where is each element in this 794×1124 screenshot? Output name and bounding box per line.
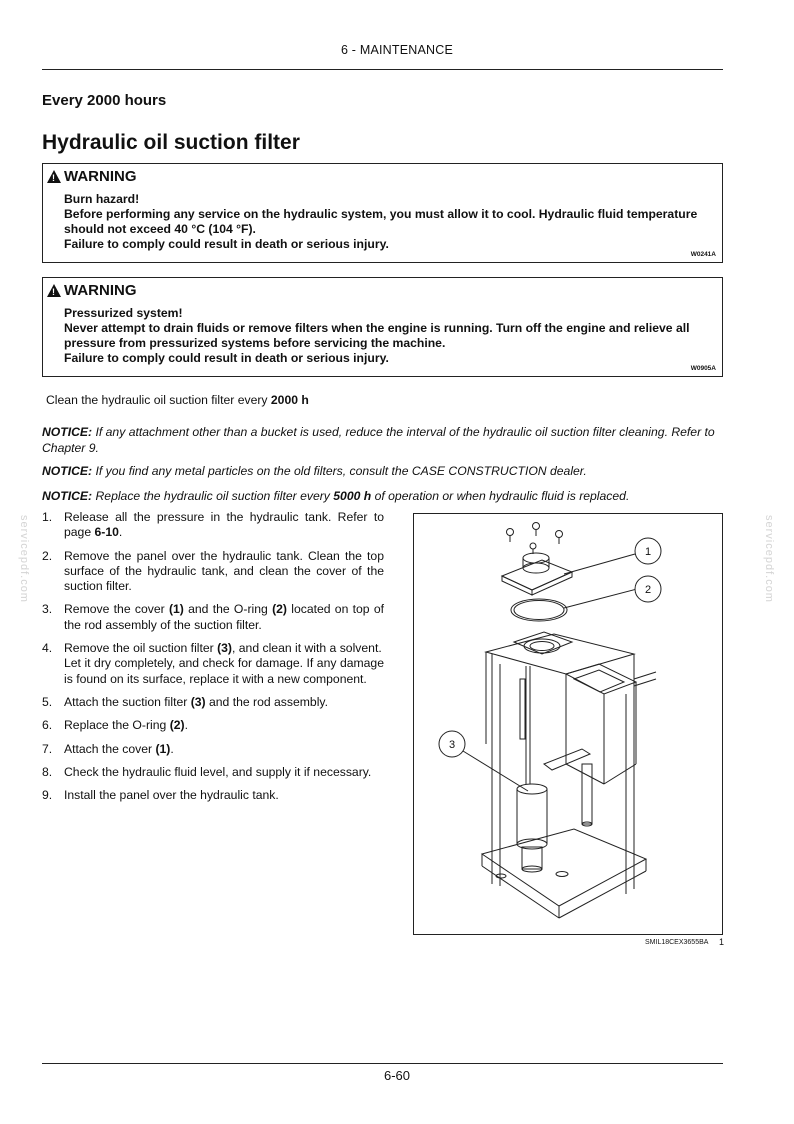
step-text: Install the panel over the hydraulic tank. [64, 788, 279, 803]
warning-code: W0905A [690, 365, 716, 372]
step-text: Attach the suction filter (3) and the rod assembly. [64, 694, 328, 709]
warning-triangle-icon: ! [47, 170, 61, 183]
section-header: 6 - MAINTENANCE [340, 43, 454, 57]
step-number: 6. [42, 718, 53, 733]
warning-box-pressure [42, 277, 723, 377]
callout-leader [564, 554, 635, 574]
warning-heading: ! WARNING [47, 282, 137, 299]
procedure-step [42, 718, 384, 733]
figure-number: 1 [719, 937, 725, 947]
step-text: Attach the cover (1). [64, 741, 174, 756]
procedure-step [42, 742, 384, 757]
callout-leader [564, 589, 637, 608]
step-text: Remove the cover (1) and the O-ring (2) located on top of the rod assembly of the suction filter. [64, 602, 384, 632]
header-rule [42, 69, 723, 70]
notice-metal-particles: NOTICE: If you find any metal particles on the old filters, consult the CASE CONSTRUCTION dealer. [42, 464, 587, 478]
step-number: 2. [42, 548, 53, 563]
page-number: 6-60 [383, 1068, 411, 1083]
warning-heading: ! WARNING [47, 168, 137, 185]
warning-code: W0241A [690, 251, 716, 258]
warning-triangle-icon: ! [47, 284, 61, 297]
step-text: Remove the oil suction filter (3), and clean it with a solvent. Let it dry completely, and check for damage. If any damage is found on its surface, replace it with a new component. [64, 641, 384, 686]
notice-replace-interval: NOTICE: Replace the hydraulic oil suction filter every 5000 h of operation or when hydraulic fluid is replaced. [42, 489, 630, 503]
step-number: 4. [42, 641, 53, 656]
procedure-steps [42, 510, 384, 811]
o-ring-part [511, 599, 567, 621]
step-number: 8. [42, 764, 53, 779]
warning-body: Pressurized system! Never attempt to drain fluids or remove filters when the engine is running. Turn off the engine and relieve all pressure from pressurized systems before servicing the machine. Failure to comply could result in death or serious injury. [64, 306, 690, 365]
cover-part [502, 553, 572, 595]
warning-box-burn [42, 163, 723, 263]
callout-label: 2 [644, 584, 652, 596]
hydraulic-tank [482, 632, 656, 918]
callout-leader [463, 751, 528, 791]
callout-label: 1 [644, 546, 652, 558]
bolt-icon [533, 523, 540, 537]
procedure-step [42, 641, 384, 687]
clean-interval-text: Clean the hydraulic oil suction filter every 2000 h [46, 393, 309, 407]
page-title: Hydraulic oil suction filter [42, 131, 300, 154]
procedure-step [42, 602, 384, 633]
suction-filter-part [517, 784, 547, 872]
procedure-step [42, 549, 384, 595]
step-text: Check the hydraulic fluid level, and supply it if necessary. [64, 764, 372, 779]
watermark-left: servicepdf.com [18, 515, 30, 603]
procedure-step [42, 695, 384, 710]
step-number: 9. [42, 788, 53, 803]
procedure-step [42, 765, 384, 780]
notice-attachment: NOTICE: If any attachment other than a bucket is used, reduce the interval of the hydraulic oil suction filter cleaning. Refer to Chapter 9. [42, 425, 715, 455]
service-interval-heading: Every 2000 hours [42, 92, 167, 109]
step-number: 5. [42, 694, 53, 709]
step-number: 1. [42, 510, 53, 524]
step-text: Replace the O-ring (2). [64, 718, 188, 733]
procedure-step [42, 510, 384, 541]
exploded-view-illustration [414, 514, 722, 934]
bolt-icon [556, 531, 563, 545]
warning-body: Burn hazard! Before performing any service on the hydraulic system, you must allow it to cool. Hydraulic fluid temperature should not exceed 40 °C (104 °F). Failure to comply could result in death or serious injury. [64, 192, 698, 251]
step-text: Release all the pressure in the hydraulic tank. Refer to page 6-10. [64, 510, 384, 540]
watermark-right: servicepdf.com [763, 515, 775, 603]
step-number: 3. [42, 602, 53, 617]
filter-assembly-figure [413, 513, 723, 935]
step-text: Remove the panel over the hydraulic tank. Clean the top surface of the hydraulic tank, and clean the cover of the suction filter. [64, 548, 384, 594]
step-number: 7. [42, 741, 53, 756]
bolt-icon [507, 529, 514, 543]
callout-label: 3 [448, 739, 456, 751]
step-detail: Let it dry completely, and check for damage. If any damage is found on its surface, replace it with a new component. [64, 656, 384, 686]
procedure-step [42, 788, 384, 803]
footer-rule [42, 1063, 723, 1064]
figure-reference-code: SMIL18CEX3655BA [645, 939, 709, 946]
bolt-icon [530, 543, 536, 554]
